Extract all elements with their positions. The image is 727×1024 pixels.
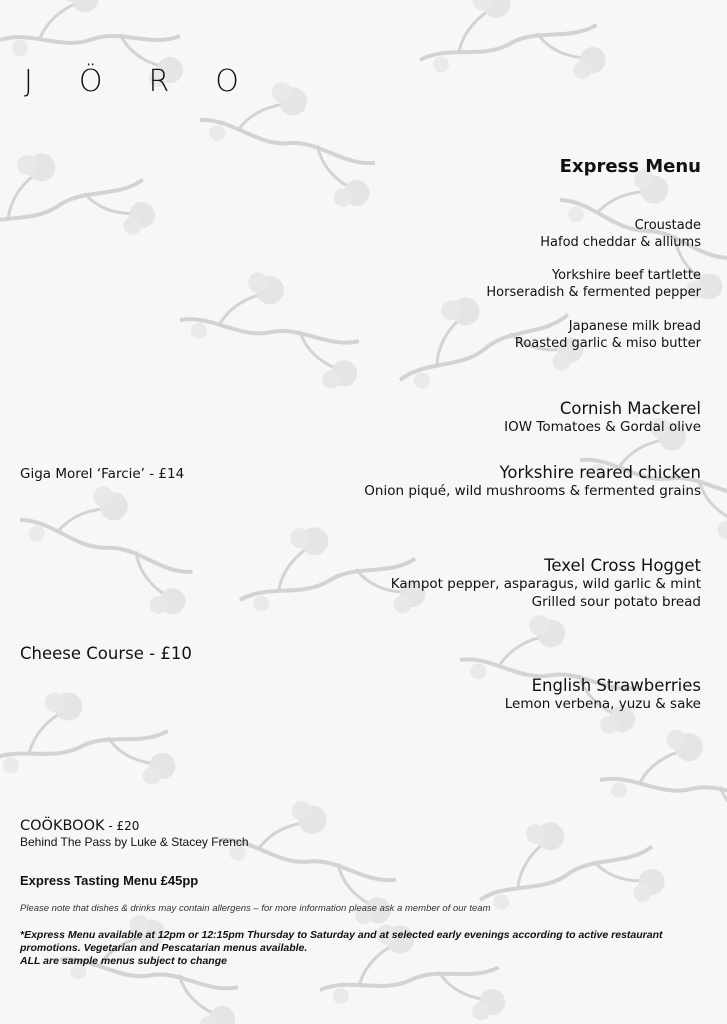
menu-title: Express Menu [559, 156, 701, 177]
snack-name: Japanese milk bread [568, 319, 701, 334]
course-4 [505, 676, 701, 713]
supplement-morel: Giga Morel ‘Farcie’ - £14 [20, 466, 185, 482]
snack-1 [540, 217, 701, 251]
course-name: Cornish Mackerel [559, 399, 701, 418]
course-1 [504, 399, 701, 436]
snack-2 [486, 267, 701, 301]
cookbook-subtitle: Behind The Pass by Luke & Stacey French [20, 835, 249, 849]
supplement-cheese: Cheese Course - £10 [20, 644, 192, 663]
course-detail: Kampot pepper, asparagus, wild garlic & mint [390, 576, 701, 592]
course-name: Texel Cross Hogget [544, 556, 701, 575]
cookbook-section [20, 818, 249, 850]
course-2 [364, 463, 701, 500]
course-detail: Lemon verbena, yuzu & sake [504, 696, 701, 712]
course-3 [391, 556, 701, 611]
course-detail: IOW Tomatoes & Gordal olive [504, 419, 701, 435]
course-name: English Strawberries [531, 676, 701, 695]
fine-print-sample: ALL are sample menus subject to change [20, 955, 227, 967]
snack-detail: Hafod cheddar & alliums [540, 235, 701, 250]
snack-3 [515, 318, 701, 352]
cookbook-title: COÖKBOOK [20, 818, 105, 834]
fine-print [20, 929, 680, 968]
snack-name: Croustade [634, 218, 701, 233]
fine-print-availability: *Express Menu available at 12pm or 12:15pm Thursday to Saturday and at selected early evenings according to active restaurant promotions. Vegetarian and Pescatarian menus available. [20, 929, 663, 954]
allergen-note: Please note that dishes & drinks may contain allergens – for more information please ask a member of our team [20, 903, 491, 914]
snack-detail: Roasted garlic & miso butter [514, 336, 701, 351]
snack-detail: Horseradish & fermented pepper [486, 285, 701, 300]
tasting-menu-price: Express Tasting Menu £45pp [20, 873, 199, 888]
course-detail: Onion piqué, wild mushrooms & fermented grains [364, 483, 701, 499]
course-name: Yorkshire reared chicken [499, 463, 701, 482]
cookbook-price: - £20 [104, 819, 140, 833]
snack-name: Yorkshire beef tartlette [551, 268, 701, 283]
course-detail: Grilled sour potato bread [531, 594, 701, 610]
joro-logo: JÖRO [24, 64, 285, 99]
